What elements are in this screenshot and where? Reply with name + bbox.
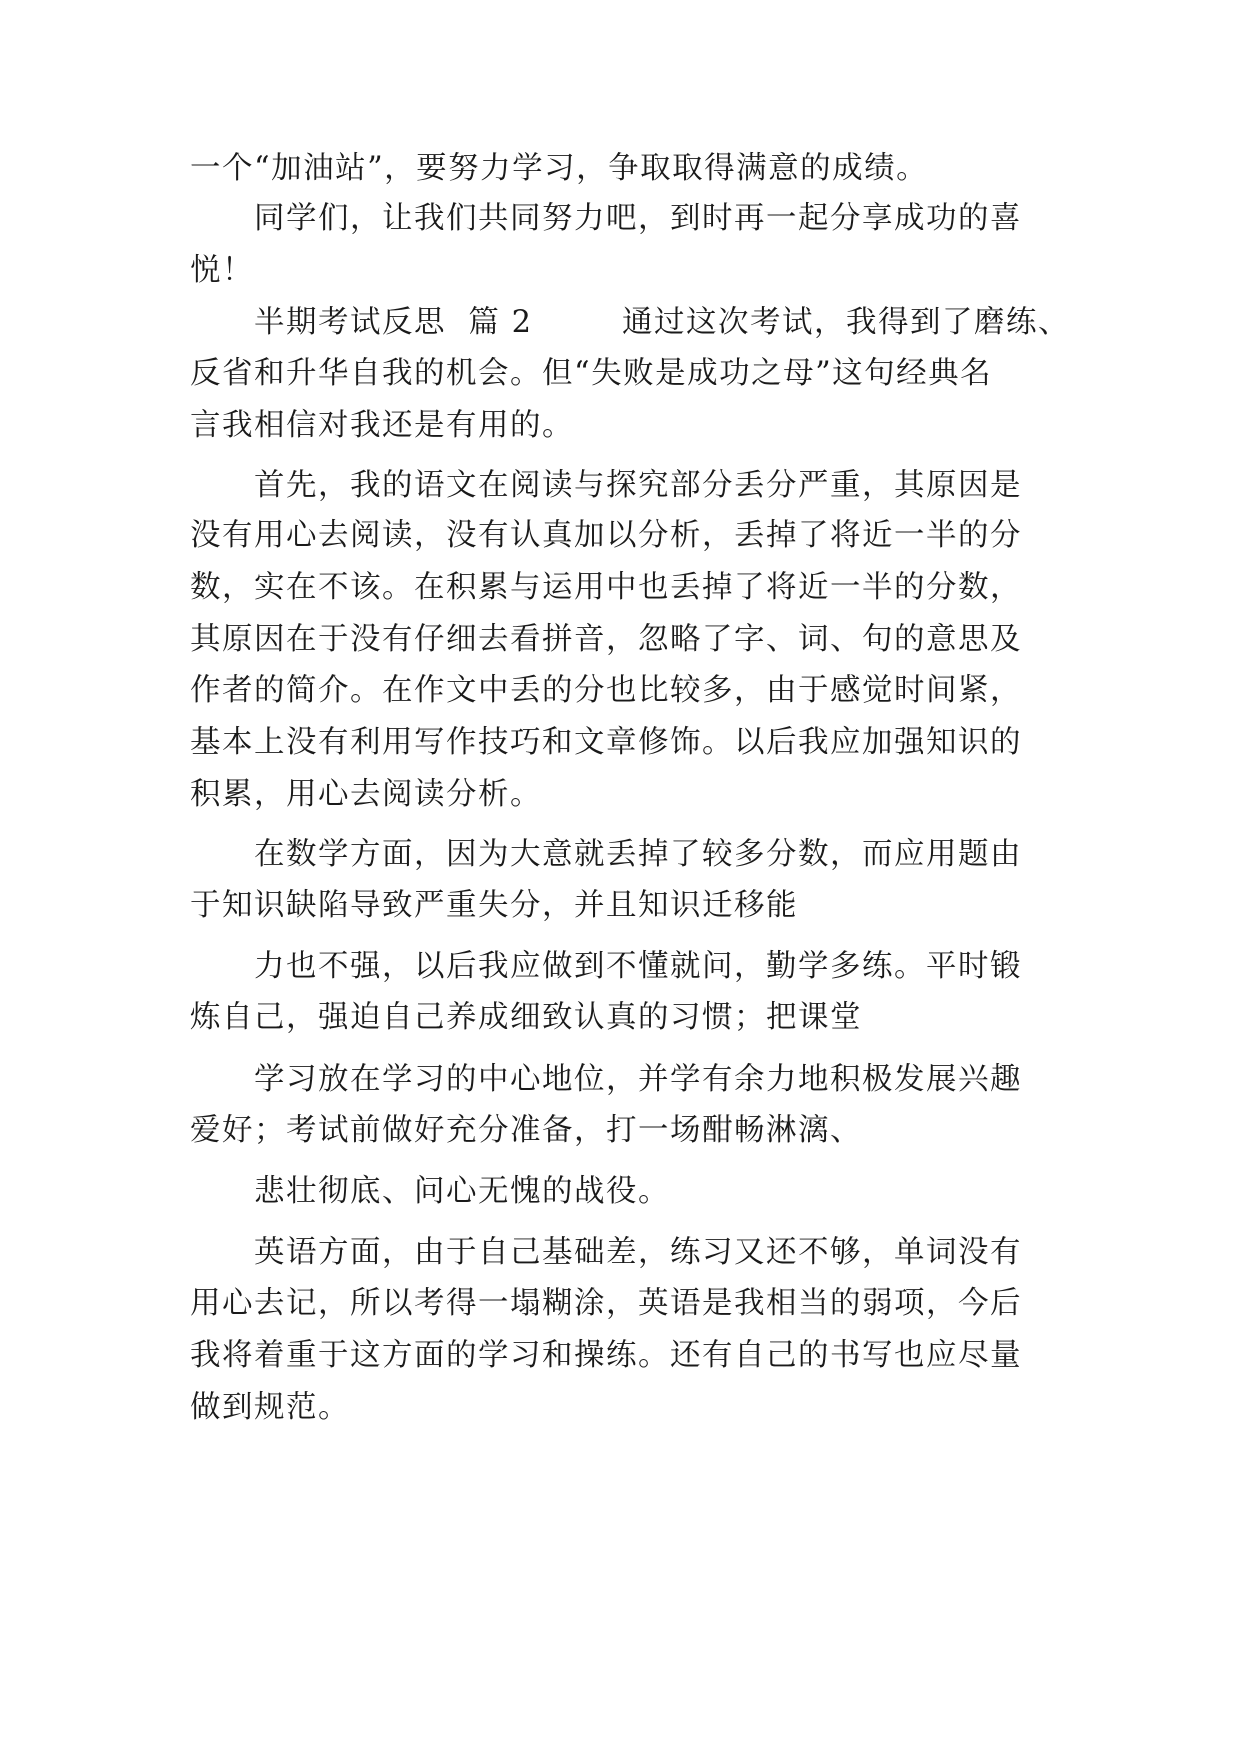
- text-line-15: 于知识缺陷导致严重失分，并且知识迁移能: [190, 888, 798, 923]
- text-line-3: 悦！: [190, 253, 254, 288]
- text-line-4: 半期考试反思 篇 2 通过这次考试，我得到了磨练、: [254, 305, 1071, 340]
- text-line-22: 用心去记，所以考得一塌糊涂，英语是我相当的弱项，今后: [190, 1286, 1022, 1321]
- text-line-12: 基本上没有利用写作技巧和文章修饰。以后我应加强知识的: [190, 725, 1022, 760]
- text-line-8: 没有用心去阅读，没有认真加以分析，丢掉了将近一半的分: [190, 518, 1022, 553]
- text-line-7: 首先，我的语文在阅读与探究部分丢分严重，其原因是: [254, 468, 1022, 503]
- text-line-18: 学习放在学习的中心地位，并学有余力地积极发展兴趣: [254, 1062, 1022, 1097]
- text-line-16: 力也不强，以后我应做到不懂就问，勤学多练。平时锻: [254, 949, 1022, 984]
- text-line-1: 一个“加油站”，要努力学习，争取取得满意的成绩。: [190, 151, 929, 186]
- text-line-9: 数，实在不该。在积累与运用中也丢掉了将近一半的分数，: [190, 570, 1022, 605]
- text-line-10: 其原因在于没有仔细去看拼音，忽略了字、词、句的意思及: [190, 622, 1022, 657]
- text-line-19: 爱好；考试前做好充分准备，打一场酣畅淋漓、: [190, 1113, 862, 1148]
- text-line-14: 在数学方面，因为大意就丢掉了较多分数，而应用题由: [254, 837, 1022, 872]
- text-line-2: 同学们，让我们共同努力吧，到时再一起分享成功的喜: [254, 201, 1022, 236]
- text-line-20: 悲壮彻底、问心无愧的战役。: [254, 1174, 670, 1209]
- text-line-23: 我将着重于这方面的学习和操练。还有自己的书写也应尽量: [190, 1338, 1022, 1373]
- text-line-5: 反省和升华自我的机会。但“失败是成功之母”这句经典名: [190, 356, 993, 391]
- text-line-13: 积累，用心去阅读分析。: [190, 777, 542, 812]
- text-line-24: 做到规范。: [190, 1390, 350, 1425]
- text-line-17: 炼自己，强迫自己养成细致认真的习惯；把课堂: [190, 1000, 862, 1035]
- text-line-21: 英语方面，由于自己基础差，练习又还不够，单词没有: [254, 1235, 1022, 1270]
- text-line-6: 言我相信对我还是有用的。: [190, 408, 574, 443]
- text-line-11: 作者的简介。在作文中丢的分也比较多，由于感觉时间紧，: [190, 673, 1022, 708]
